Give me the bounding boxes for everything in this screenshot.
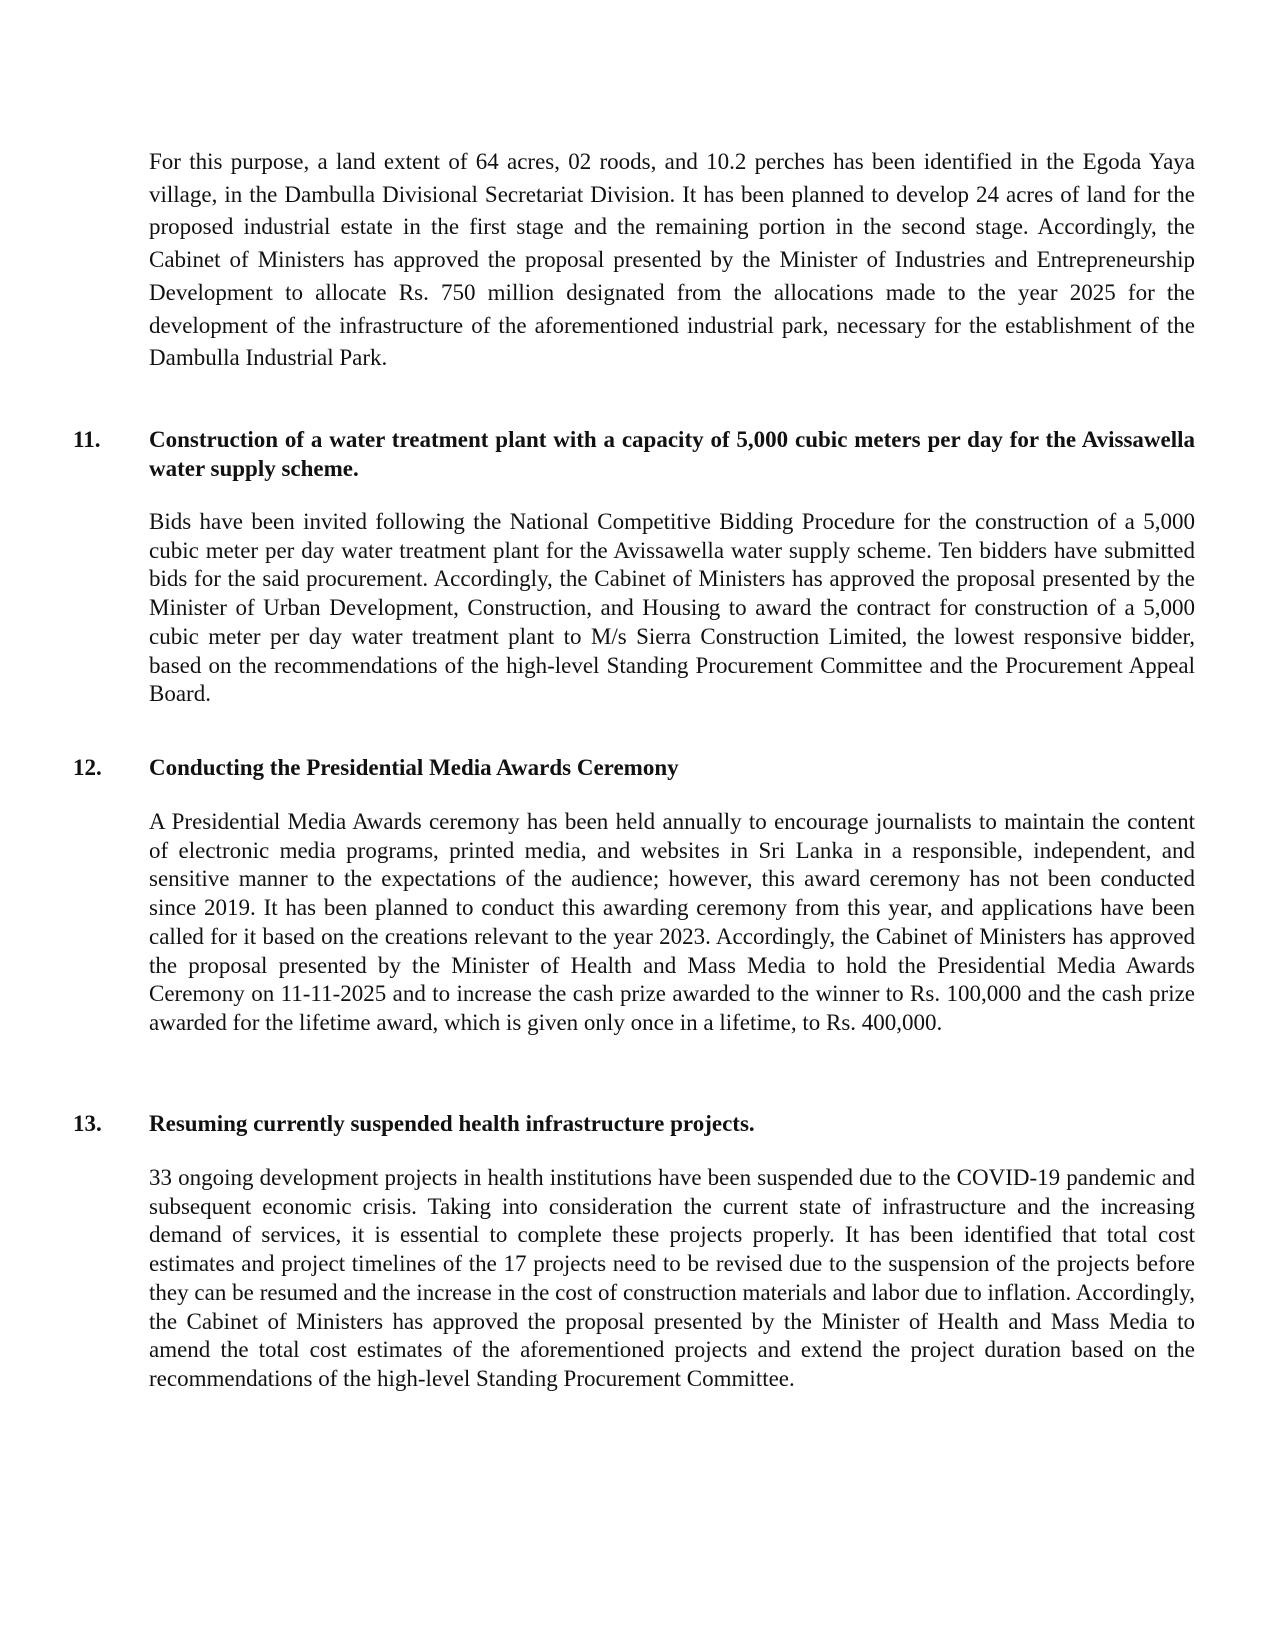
section-number: 13. xyxy=(73,1111,102,1136)
section-title: Conducting the Presidential Media Awards Ceremony xyxy=(149,755,679,780)
section-body: A Presidential Media Awards ceremony has been held annually to encourage journalists to maintain the content of electronic media programs, printed media, and websites in Sri Lanka in a responsible, independent, and sensitive manner to the expectations of the audience; however, this award ceremony has not been conducted since 2019. It has been planned to conduct this awarding ceremony from this year, and applications have been called for it based on the creations relevant to the year 2023. Accordingly, the Cabinet of Ministers has approved the proposal presented by the Minister of Health and Mass Media to hold the Presidential Media Awards Ceremony on 11-11-2025 and to increase the cash prize awarded to the winner to Rs. 100,000 and the cash prize awarded for the lifetime award, which is given only once in a lifetime, to Rs. 400,000. xyxy=(149,809,1195,1035)
section-number: 11. xyxy=(73,427,101,452)
section-title: Construction of a water treatment plant with a capacity of 5,000 cubic meters per day for the Avissawella water supply scheme. xyxy=(149,427,1195,481)
section-body: 33 ongoing development projects in health institutions have been suspended due to the COVID-19 pandemic and subsequent economic crisis. Taking into consideration the current state of infrastructure and the increasing demand of services, it is essential to complete these projects properly. It has been identified that total cost estimates and project timelines of the 17 projects need to be revised due to the suspension of the projects before they can be resumed and the increase in the cost of construction materials and labor due to inflation. Accordingly, the Cabinet of Ministers has approved the proposal presented by the Minister of Health and Mass Media to amend the total cost estimates of the aforementioned projects and extend the project duration based on the recommendations of the high-level Standing Procurement Committee. xyxy=(149,1165,1195,1391)
section-number: 12. xyxy=(73,755,102,780)
section-body: Bids have been invited following the National Competitive Bidding Procedure for the construction of a 5,000 cubic meter per day water treatment plant for the Avissawella water supply scheme. Ten bidders have submitted bids for the said procurement. Accordingly, the Cabinet of Ministers has approved the proposal presented by the Minister of Urban Development, Construction, and Housing to award the contract for construction of a 5,000 cubic meter per day water treatment plant to M/s Sierra Construction Limited, the lowest responsive bidder, based on the recommendations of the high-level Standing Procurement Committee and the Procurement Appeal Board. xyxy=(149,509,1195,707)
intro-paragraph: For this purpose, a land extent of 64 acres, 02 roods, and 10.2 perches has been identified in the Egoda Yaya village, in the Dambulla Divisional Secretariat Division. It has been planned to develop 24 acres of land for the proposed industrial estate in the first stage and the remaining portion in the second stage. Accordingly, the Cabinet of Ministers has approved the proposal presented by the Minister of Industries and Entrepreneurship Development to allocate Rs. 750 million designated from the allocations made to the year 2025 for the development of the infrastructure of the aforementioned industrial park, necessary for the establishment of the Dambulla Industrial Park. xyxy=(149,149,1195,371)
section-title: Resuming currently suspended health infrastructure projects. xyxy=(149,1111,755,1136)
